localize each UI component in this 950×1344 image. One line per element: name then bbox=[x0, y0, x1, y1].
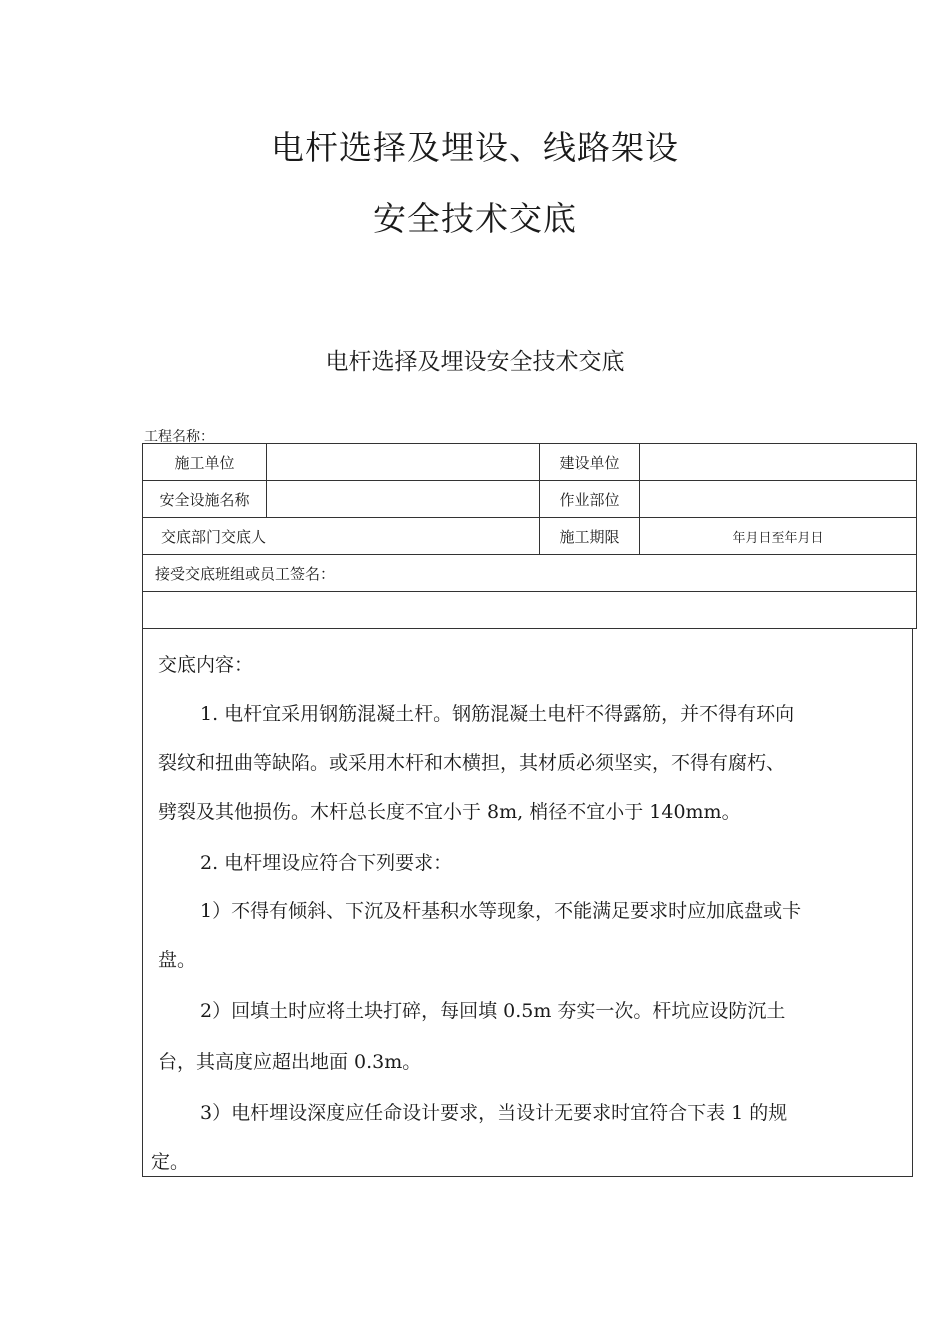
content-line: 2）回填土时应将土块打碎，每回填 0.5m 夯实一次。杆坑应设防沉土 bbox=[200, 1000, 786, 1022]
construction-unit-label: 施工单位 bbox=[143, 444, 267, 481]
content-line: 盘。 bbox=[158, 949, 197, 971]
table-row bbox=[143, 592, 917, 629]
content-line: 裂纹和扭曲等缺陷。或采用木杆和木横担，其材质必须坚实，不得有腐朽、 bbox=[158, 752, 786, 774]
handover-content-box bbox=[142, 629, 913, 1177]
work-location-label: 作业部位 bbox=[540, 481, 640, 518]
table-row bbox=[143, 444, 917, 481]
safety-facility-value bbox=[267, 481, 540, 518]
document-title-line-2: 安全技术交底 bbox=[373, 199, 577, 238]
builder-unit-value bbox=[640, 444, 917, 481]
table-row bbox=[143, 555, 917, 592]
content-line: 劈裂及其他损伤。木杆总长度不宜小于 8m, 梢径不宜小于 140mm。 bbox=[158, 801, 741, 823]
content-line: 3）电杆埋设深度应任命设计要求，当设计无要求时宜符合下表 1 的规 bbox=[200, 1102, 788, 1124]
work-location-value bbox=[640, 481, 917, 518]
content-line: 2. 电杆埋设应符合下列要求： bbox=[200, 852, 453, 874]
content-line: 台，其高度应超出地面 0.3m。 bbox=[158, 1051, 422, 1073]
table-row bbox=[143, 518, 917, 555]
signature-label: 接受交底班组或员工签名： bbox=[143, 555, 917, 592]
handover-person-label: 交底部门交底人 bbox=[143, 518, 540, 555]
content-heading: 交底内容： bbox=[158, 654, 254, 676]
construction-unit-value bbox=[267, 444, 540, 481]
signature-area bbox=[143, 592, 917, 629]
construction-period-label: 施工期限 bbox=[540, 518, 640, 555]
content-line: 定。 bbox=[151, 1151, 190, 1173]
document-title-line-1: 电杆选择及埋设、线路架设 bbox=[271, 128, 679, 167]
table-row bbox=[143, 481, 917, 518]
project-name-label: 工程名称： bbox=[144, 429, 214, 445]
content-line: 1. 电杆宜采用钢筋混凝土杆。钢筋混凝土电杆不得露筋，并不得有环向 bbox=[200, 703, 795, 725]
section-subtitle: 电杆选择及埋设安全技术交底 bbox=[325, 349, 625, 375]
content-line: 1）不得有倾斜、下沉及杆基积水等现象，不能满足要求时应加底盘或卡 bbox=[200, 900, 802, 922]
handover-info-table bbox=[142, 443, 917, 629]
builder-unit-label: 建设单位 bbox=[540, 444, 640, 481]
safety-facility-label: 安全设施名称 bbox=[143, 481, 267, 518]
construction-period-value: 年月日至年月日 bbox=[640, 518, 917, 555]
